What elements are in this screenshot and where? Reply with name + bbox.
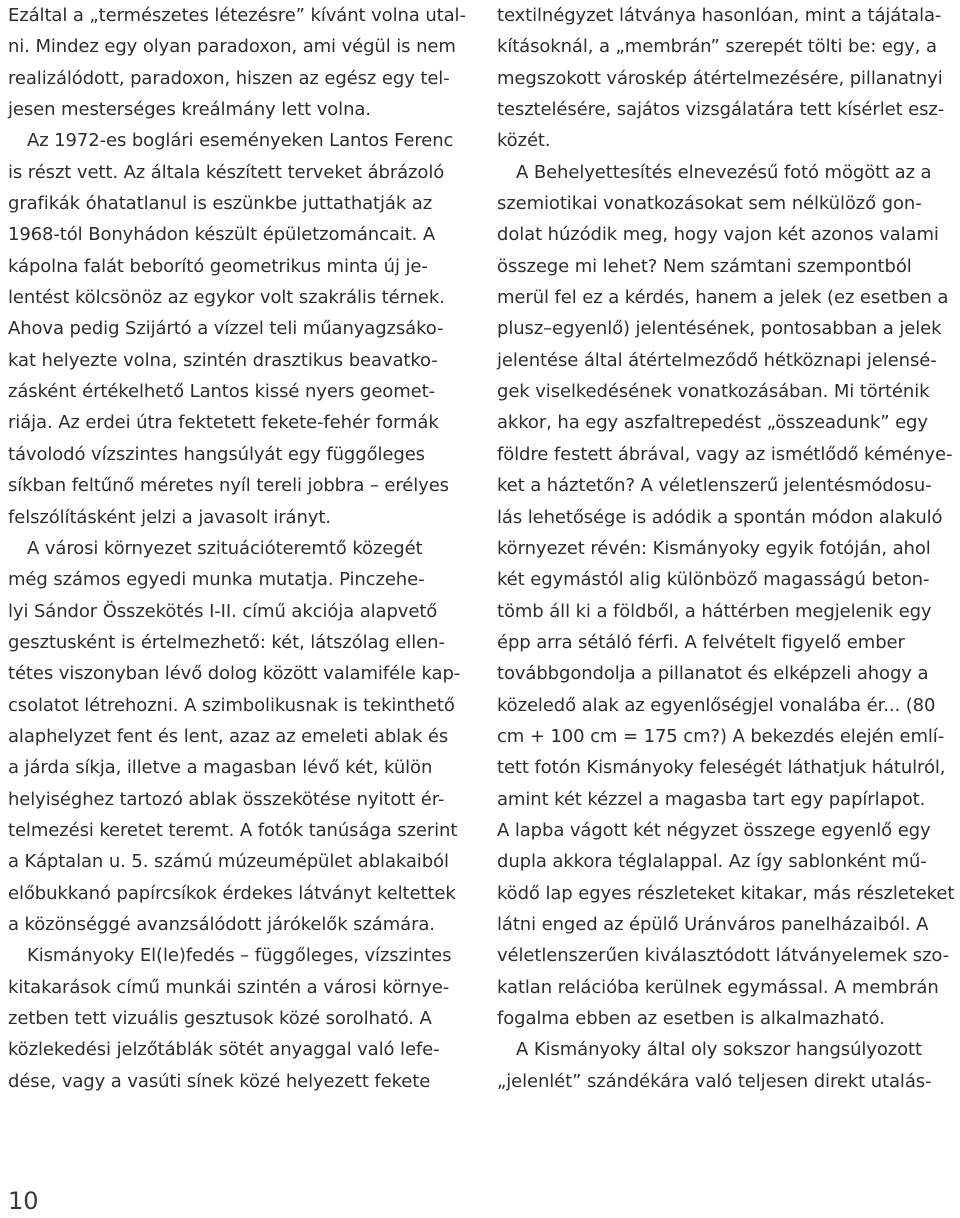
text-line: csolatot létrehozni. A szimbolikusnak is tekinthető <box>8 694 455 716</box>
text-line: telmezési keretet teremt. A fotók tanúsága szerint <box>8 819 458 841</box>
text-line: Ahova pedig Szijártó a vízzel teli műanyagzsáko- <box>8 318 444 340</box>
text-line: is részt vett. Az általa készített terveket ábrázoló <box>8 161 445 183</box>
text-line: lentést kölcsönöz az egykor volt szakrális térnek. <box>8 287 445 309</box>
text-line: dupla akkora téglalappal. Az így sablonként mű- <box>497 851 927 873</box>
text-line: dolat húzódik meg, hogy vajon két azonos valami <box>497 224 939 246</box>
text-line: tesztelésére, sajátos vizsgálatára tett kísérlet esz- <box>497 99 945 121</box>
text-line: lás lehetősége is adódik a spontán módon alakuló <box>497 506 943 528</box>
text-line: összege mi lehet? Nem számtani szempontból <box>497 255 912 277</box>
text-line: ket a háztetőn? A véletlenszerű jelentésmódosu- <box>497 475 932 497</box>
text-line: kításoknál, a „membrán” szerepét tölti be: egy, a <box>497 36 937 58</box>
text-line: cm + 100 cm = 175 cm?) A bekezdés elején emlí- <box>497 725 945 747</box>
right-text-column <box>497 0 957 1097</box>
text-line: tétes viszonyban lévő dolog között valamiféle kap- <box>8 663 461 685</box>
text-line: látni enged az épülő Uránváros panelházaiból. A <box>497 913 929 935</box>
text-line: tett fotón Kismányoky feleségét láthatjuk hátulról, <box>497 757 946 779</box>
text-line: A Kismányoky által oly sokszor hangsúlyozott <box>516 1039 922 1061</box>
text-line: lyi Sándor Összekötés I-II. című akciója alapvető <box>8 600 438 622</box>
text-line: helyiséghez tartozó ablak összekötése nyitott ér- <box>8 788 445 810</box>
text-line: amint két kézzel a magasba tart egy papírlapot. <box>497 788 926 810</box>
text-line: környezet révén: Kismányoky egyik fotóján, ahol <box>497 537 931 559</box>
text-line: a közönséggé avanzsálódott járókelők számára. <box>8 913 435 935</box>
text-line: előbukkanó papírcsíkok érdekes látványt keltettek <box>8 882 456 904</box>
text-line: ni. Mindez egy olyan paradoxon, ami végül is nem <box>8 36 456 58</box>
text-line: alaphelyzet fent és lent, azaz az emeleti ablak és <box>8 725 449 747</box>
text-line: épp arra sétáló férfi. A felvételt figyelő ember <box>497 631 905 653</box>
text-line: gesztusként is értelmezhető: két, látszólag ellen- <box>8 631 445 653</box>
text-line: katlan relációba kerülnek egymással. A membrán <box>497 976 939 998</box>
text-line: két egymástól alig különböző magasságú beton- <box>497 569 930 591</box>
text-line: 1968-tól Bonyhádon készült épületzománcait. A <box>8 224 436 246</box>
text-line: zetben tett vizuális gesztusok közé sorolható. A <box>8 1008 432 1029</box>
text-line: szemiotikai vonatkozásokat sem nélkülöző gon- <box>497 193 922 215</box>
text-line: A városi környezet szituációteremtő közegét <box>27 537 423 559</box>
text-line: a Káptalan u. 5. számú múzeumépület ablakaiból <box>8 851 449 873</box>
text-line: fogalma ebben az esetben is alkalmazható. <box>497 1008 885 1029</box>
text-line: riája. Az erdei útra fektetett fekete-fehér formák <box>8 412 439 434</box>
text-line: a járda síkja, illetve a magasban lévő két, külön <box>8 757 433 779</box>
text-line: továbbgondolja a pillanatot és elképzeli ahogy a <box>497 663 929 685</box>
text-line: kápolna falát beborító geometrikus minta új je- <box>8 255 428 277</box>
text-line: Ezáltal a „természetes létezésre” kívánt volna utal- <box>8 5 466 26</box>
text-line: kat helyezte volna, szintén drasztikus beavatko- <box>8 349 438 371</box>
text-line: „jelenlét” szándékára való teljesen direkt utalás- <box>497 1070 932 1092</box>
text-line: véletlenszerűen kiválasztódott látványelemek szo- <box>497 945 950 967</box>
left-text-column <box>8 0 468 1097</box>
page-number: 10 <box>8 1187 39 1215</box>
text-line: zásként értékelhető Lantos kissé nyers geomet- <box>8 381 435 403</box>
text-line: A Behelyettesítés elnevezésű fotó mögött az a <box>516 161 932 183</box>
text-line: még számos egyedi munka mutatja. Pinczehe- <box>8 569 425 591</box>
text-line: kitakarások című munkái szintén a városi környe- <box>8 976 450 998</box>
text-line: dése, vagy a vasúti sínek közé helyezett fekete <box>8 1070 431 1092</box>
text-line: Kismányoky El(le)fedés – függőleges, vízszintes <box>27 945 452 967</box>
text-line: tömb áll ki a földből, a háttérben megjelenik egy <box>497 600 932 622</box>
text-line: textilnégyzet látványa hasonlóan, mint a tájátala- <box>497 5 942 26</box>
text-line: ködő lap egyes részleteket kitakar, más részleteket <box>497 882 955 904</box>
text-line: A lapba vágott két négyzet összege egyenlő egy <box>497 819 931 841</box>
text-line: távolodó vízszintes hangsúlyát egy függőleges <box>8 443 425 465</box>
text-line: felszólításként jelzi a javasolt irányt. <box>8 506 331 528</box>
text-line: közét. <box>497 130 551 152</box>
text-line: földre festett ábrával, vagy az ismétlődő kéménye- <box>497 443 953 465</box>
text-line: grafikák óhatatlanul is eszünkbe juttathatják az <box>8 193 433 215</box>
text-line: akkor, ha egy aszfaltrepedést „összeadunk” egy <box>497 412 928 434</box>
text-line: Az 1972-es boglári eseményeken Lantos Ferenc <box>27 130 454 152</box>
text-line: jelentése által átértelmeződő hétköznapi jelensé- <box>497 349 937 371</box>
text-line: jesen mesterséges kreálmány lett volna. <box>8 99 371 121</box>
text-line: merül fel ez a kérdés, hanem a jelek (ez esetben a <box>497 287 949 309</box>
text-line: realizálódott, paradoxon, hiszen az egész egy tel- <box>8 67 450 89</box>
text-line: síkban feltűnő méretes nyíl tereli jobbra – erélyes <box>8 475 449 497</box>
text-line: közeledő alak az egyenlőségjel vonalába ér... (80 <box>497 694 936 716</box>
text-line: megszokott városkép átértelmezésére, pillanatnyi <box>497 67 943 89</box>
text-line: közlekedési jelzőtáblák sötét anyaggal való lefe- <box>8 1039 440 1061</box>
text-line: gek viselkedésének vonatkozásában. Mi történik <box>497 381 930 403</box>
text-line: plusz–egyenlő) jelentésének, pontosabban a jelek <box>497 318 942 340</box>
